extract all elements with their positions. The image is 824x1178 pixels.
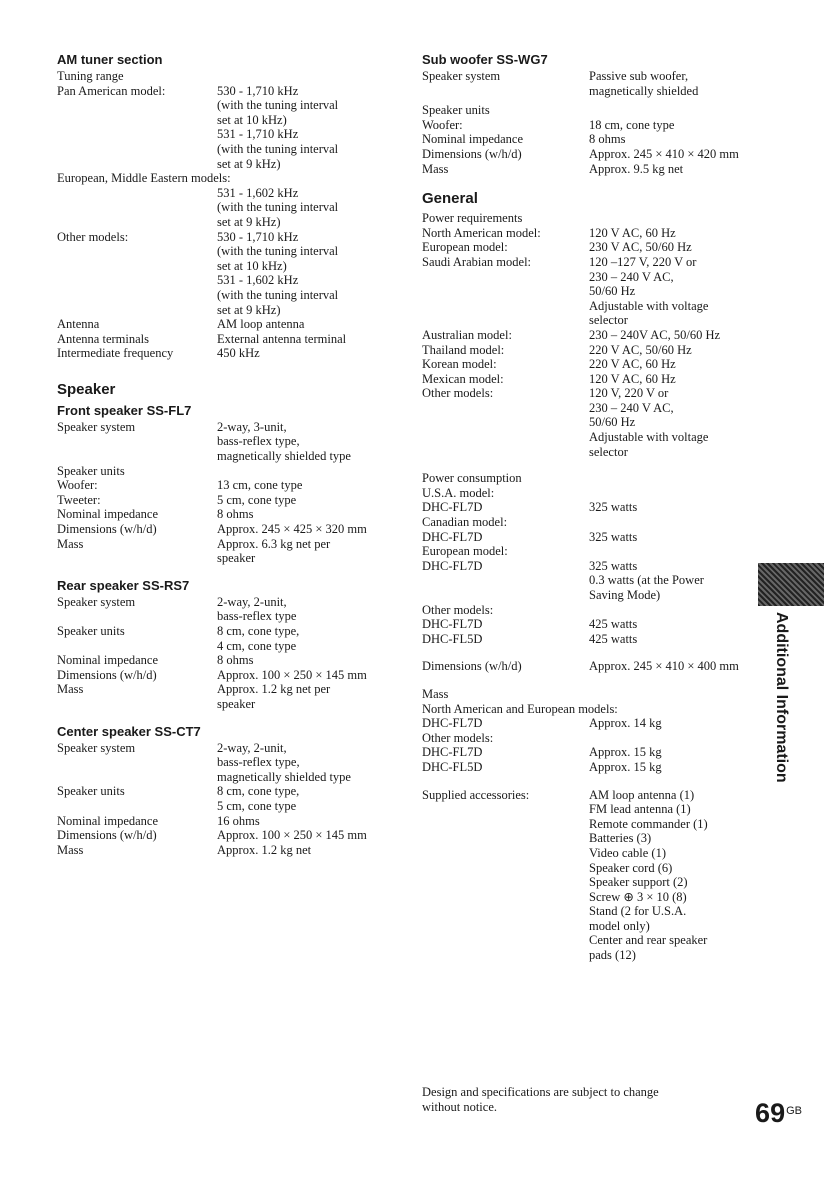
mass-other-fl5d-value: Approx. 15 kg bbox=[589, 759, 662, 774]
center-units-values: 8 cm, cone type, 5 cm, cone type bbox=[217, 784, 300, 813]
other-models-label: Other models: bbox=[57, 229, 129, 244]
mass-na-model: DHC-FL7D bbox=[422, 716, 483, 731]
front-impedance-value: 8 ohms bbox=[217, 507, 254, 522]
other-fl7d-name: DHC-FL7D bbox=[422, 617, 483, 632]
sub-dimensions-label: Dimensions (w/h/d) bbox=[422, 146, 522, 161]
left-column bbox=[57, 52, 397, 857]
rear-system-label: Speaker system bbox=[57, 594, 136, 609]
saudi-label: Saudi Arabian model: bbox=[422, 254, 532, 269]
accessories-list: AM loop antenna (1) FM lead antenna (1) Remote commander (1) Batteries (3) Video cable (1) Speaker cord (6) Speaker support (2) Screw ⊕ 3 × 10 (8) Stand (2 for U.S.A. model only) Center and rear speaker pads (12) bbox=[589, 787, 708, 963]
mexican-label: Mexican model: bbox=[422, 371, 504, 386]
mass-na-eu-label: North American and European models: bbox=[422, 701, 618, 716]
thailand-label: Thailand model: bbox=[422, 342, 505, 357]
center-impedance-value: 16 ohms bbox=[217, 813, 260, 828]
sub-woofer-label: Woofer: bbox=[422, 117, 463, 132]
specifications-note: Design and specifications are subject to change without notice. bbox=[422, 1085, 659, 1114]
section-tab-marker bbox=[758, 563, 824, 606]
sub-dimensions-value: Approx. 245 × 410 × 420 mm bbox=[589, 146, 739, 161]
pan-american-values: 530 - 1,710 kHz (with the tuning interval set at 10 kHz) 531 - 1,710 kHz (with the tuning interval set at 9 kHz) bbox=[217, 83, 339, 171]
front-system-values: 2-way, 3-unit, bass-reflex type, magnetically shielded type bbox=[217, 419, 351, 464]
antenna-label: Antenna bbox=[57, 317, 100, 332]
european-label: European model: bbox=[422, 240, 508, 255]
other-models-values: 530 - 1,710 kHz (with the tuning interval set at 10 kHz) 531 - 1,602 kHz (with the tuning interval set at 9 kHz) bbox=[217, 229, 339, 317]
rear-speaker-heading: Rear speaker SS-RS7 bbox=[57, 577, 190, 593]
sub-mass-value: Approx. 9.5 kg net bbox=[589, 161, 684, 176]
sub-system-label: Speaker system bbox=[422, 69, 501, 83]
center-dimensions-label: Dimensions (w/h/d) bbox=[57, 828, 157, 843]
antenna-terminals-label: Antenna terminals bbox=[57, 331, 149, 346]
usa-model-name: DHC-FL7D bbox=[422, 500, 483, 515]
general-dimensions-value: Approx. 245 × 410 × 400 mm bbox=[589, 659, 739, 674]
right-column bbox=[422, 52, 767, 963]
front-speaker-heading: Front speaker SS-FL7 bbox=[57, 402, 192, 418]
mass-other-label: Other models: bbox=[422, 730, 494, 745]
front-woofer-value: 13 cm, cone type bbox=[217, 478, 303, 493]
front-units-label: Speaker units bbox=[57, 463, 125, 478]
korean-value: 220 V AC, 60 Hz bbox=[589, 357, 676, 372]
pan-american-label: Pan American model: bbox=[57, 83, 166, 98]
saudi-values: 120 –127 V, 220 V or 230 – 240 V AC, 50/60 Hz Adjustable with voltage selector bbox=[589, 254, 709, 328]
front-impedance-label: Nominal impedance bbox=[57, 507, 159, 522]
rear-units-label: Speaker units bbox=[57, 624, 125, 638]
north-american-value: 120 V AC, 60 Hz bbox=[589, 225, 676, 240]
center-impedance-label: Nominal impedance bbox=[57, 813, 159, 828]
canadian-watts: 325 watts bbox=[589, 529, 638, 544]
general-heading: General bbox=[422, 190, 478, 208]
intermediate-frequency-label: Intermediate frequency bbox=[57, 346, 174, 361]
australian-value: 230 – 240V AC, 50/60 Hz bbox=[589, 327, 721, 342]
tuning-range-label: Tuning range bbox=[57, 69, 124, 83]
rear-mass-label: Mass bbox=[57, 682, 84, 697]
rear-impedance-label: Nominal impedance bbox=[57, 653, 159, 668]
front-mass-label: Mass bbox=[57, 536, 84, 551]
sub-woofer-heading: Sub woofer SS-WG7 bbox=[422, 52, 548, 67]
australian-label: Australian model: bbox=[422, 327, 512, 342]
sub-system-values: Passive sub woofer, magnetically shielded bbox=[589, 69, 699, 98]
power-consumption-label: Power consumption bbox=[422, 471, 522, 486]
thailand-value: 220 V AC, 50/60 Hz bbox=[589, 342, 692, 357]
european-value: 230 V AC, 50/60 Hz bbox=[589, 240, 692, 255]
sub-impedance-label: Nominal impedance bbox=[422, 132, 524, 147]
antenna-terminals-value: External antenna terminal bbox=[217, 331, 347, 346]
sub-woofer-value: 18 cm, cone type bbox=[589, 117, 675, 132]
usa-model-label: U.S.A. model: bbox=[422, 485, 495, 500]
general-mass-label: Mass bbox=[422, 686, 449, 701]
sub-mass-label: Mass bbox=[422, 161, 449, 176]
north-american-label: North American model: bbox=[422, 225, 541, 240]
european-models-label: European, Middle Eastern models: bbox=[57, 171, 231, 186]
rear-dimensions-value: Approx. 100 × 250 × 145 mm bbox=[217, 667, 367, 682]
mexican-value: 120 V AC, 60 Hz bbox=[589, 371, 676, 386]
european-model-name: DHC-FL7D bbox=[422, 558, 483, 573]
front-tweeter-value: 5 cm, cone type bbox=[217, 492, 297, 507]
center-mass-value: Approx. 1.2 kg net bbox=[217, 842, 312, 857]
canadian-model-name: DHC-FL7D bbox=[422, 529, 483, 544]
european-watts: 325 watts 0.3 watts (at the Power Saving Mode) bbox=[589, 558, 704, 602]
front-dimensions-value: Approx. 245 × 425 × 320 mm bbox=[217, 522, 367, 537]
european-pc-label: European model: bbox=[422, 544, 508, 559]
european-values: 531 - 1,602 kHz (with the tuning interval set at 9 kHz) bbox=[217, 185, 339, 229]
antenna-value: AM loop antenna bbox=[217, 317, 305, 332]
center-mass-label: Mass bbox=[57, 842, 84, 857]
other-fl7d-watts: 425 watts bbox=[589, 617, 638, 632]
center-system-label: Speaker system bbox=[57, 740, 136, 755]
front-dimensions-label: Dimensions (w/h/d) bbox=[57, 522, 157, 537]
other-pc-label: Other models: bbox=[422, 602, 494, 617]
front-system-label: Speaker system bbox=[57, 419, 136, 434]
other-power-label: Other models: bbox=[422, 386, 494, 401]
center-system-values: 2-way, 2-unit, bass-reflex type, magnetically shielded type bbox=[217, 740, 351, 784]
mass-other-fl5d: DHC-FL5D bbox=[422, 759, 483, 774]
mass-na-value: Approx. 14 kg bbox=[589, 716, 662, 731]
rear-impedance-value: 8 ohms bbox=[217, 653, 254, 668]
usa-watts: 325 watts bbox=[589, 500, 638, 515]
mass-other-fl7d-value: Approx. 15 kg bbox=[589, 745, 662, 760]
side-section-label: Additional Information bbox=[773, 612, 790, 783]
am-tuner-heading: AM tuner section bbox=[57, 52, 163, 67]
korean-label: Korean model: bbox=[422, 357, 497, 372]
mass-other-fl7d: DHC-FL7D bbox=[422, 745, 483, 760]
power-requirements-label: Power requirements bbox=[422, 211, 523, 226]
other-fl5d-watts: 425 watts bbox=[589, 631, 638, 646]
front-tweeter-label: Tweeter: bbox=[57, 492, 101, 507]
general-dimensions-label: Dimensions (w/h/d) bbox=[422, 659, 522, 674]
page-number: $69^{GB}$ bbox=[755, 1098, 802, 1128]
rear-mass-values: Approx. 1.2 kg net per speaker bbox=[217, 682, 331, 711]
rear-system-values: 2-way, 2-unit, bass-reflex type bbox=[217, 594, 297, 624]
rear-dimensions-label: Dimensions (w/h/d) bbox=[57, 667, 157, 682]
center-speaker-heading: Center speaker SS-CT7 bbox=[57, 723, 201, 739]
center-dimensions-value: Approx. 100 × 250 × 145 mm bbox=[217, 828, 367, 843]
canadian-model-label: Canadian model: bbox=[422, 515, 508, 530]
sub-impedance-value: 8 ohms bbox=[589, 132, 626, 147]
center-units-label: Speaker units bbox=[57, 784, 125, 799]
sub-units-label: Speaker units bbox=[422, 103, 490, 118]
speaker-heading: Speaker bbox=[57, 380, 116, 398]
front-woofer-label: Woofer: bbox=[57, 478, 98, 493]
accessories-label: Supplied accessories: bbox=[422, 787, 530, 802]
front-mass-values: Approx. 6.3 kg net per speaker bbox=[217, 536, 331, 566]
intermediate-frequency-value: 450 kHz bbox=[217, 346, 260, 361]
other-fl5d-name: DHC-FL5D bbox=[422, 631, 483, 646]
other-power-values: 120 V, 220 V or 230 – 240 V AC, 50/60 Hz Adjustable with voltage selector bbox=[589, 386, 709, 459]
rear-units-values: 8 cm, cone type, 4 cm, cone type bbox=[217, 624, 300, 653]
